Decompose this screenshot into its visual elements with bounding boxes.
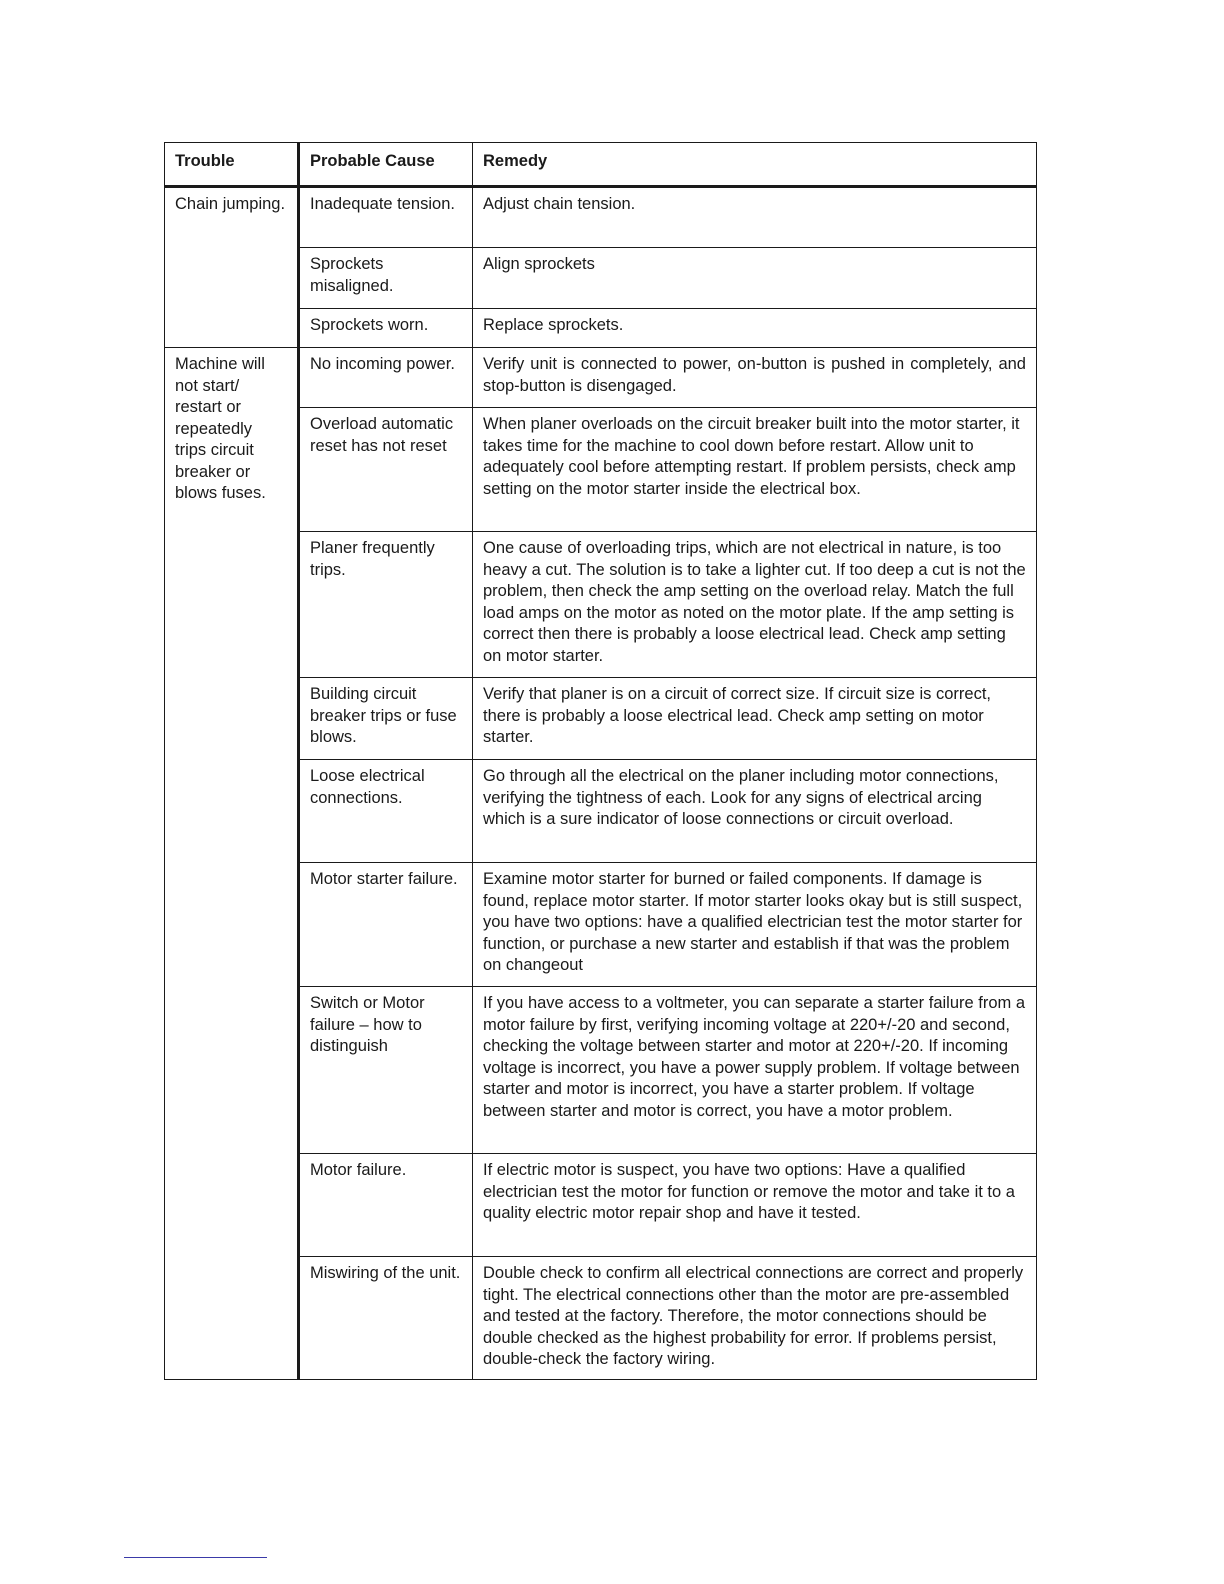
cause-cell: Overload automatic reset has not reset [299,408,473,532]
remedy-cell: Align sprockets [473,248,1037,309]
cause-cell: Miswiring of the unit. [299,1257,473,1380]
cause-cell: Inadequate tension. [299,187,473,248]
remedy-cell: If you have access to a voltmeter, you can separate a starter failure from a motor failure by first, verifying incoming voltage at 220+/-20 and second, checking the voltage between starter and motor at 220+/-20. If incoming voltage is incorrect, you have a power supply problem. If voltage between starter and motor is incorrect, you have a starter problem. If voltage between starter and motor is correct, you have a motor problem. [473,987,1037,1154]
header-probable-cause: Probable Cause [299,143,473,187]
table-row [165,187,1037,248]
cause-cell: Building circuit breaker trips or fuse blows. [299,678,473,760]
cause-cell: Motor failure. [299,1154,473,1257]
trouble-cell: Machine will not start/ restart or repeatedly trips circuit breaker or blows fuses. [165,348,299,1380]
footnote-separator [124,1557,267,1558]
troubleshooting-table [164,142,1037,1380]
remedy-cell: One cause of overloading trips, which are not electrical in nature, is too heavy a cut. The solution is to take a lighter cut. If too deep a cut is not the problem, then check the amp setting on the overload relay. Match the full load amps on the motor as noted on the motor plate. If the amp setting is correct then there is probably a loose electrical lead. Check amp setting on motor starter. [473,532,1037,678]
header-remedy: Remedy [473,143,1037,187]
cause-cell: Switch or Motor failure – how to distinguish [299,987,473,1154]
table-row [165,348,1037,408]
table-header-row [165,143,1037,187]
trouble-cell: Chain jumping. [165,187,299,348]
remedy-cell: Go through all the electrical on the planer including motor connections, verifying the tightness of each. Look for any signs of electrical arcing which is a sure indicator of loose connections or circuit overload. [473,760,1037,863]
header-trouble: Trouble [165,143,299,187]
remedy-cell: Double check to confirm all electrical connections are correct and properly tight. The electrical connections other than the motor are pre-assembled and tested at the factory. Therefore, the motor connections should be double checked as the highest probability for error. If problems persist, double-check the factory wiring. [473,1257,1037,1380]
remedy-cell: Replace sprockets. [473,309,1037,348]
remedy-cell: When planer overloads on the circuit breaker built into the motor starter, it takes time for the machine to cool down before restart. Allow unit to adequately cool before attempting restart. If problem persists, check amp setting on the motor starter inside the electrical box. [473,408,1037,532]
cause-cell: Planer frequently trips. [299,532,473,678]
remedy-cell: If electric motor is suspect, you have two options: Have a qualified electrician test the motor for function or remove the motor and take it to a quality electric motor repair shop and have it tested. [473,1154,1037,1257]
cause-cell: Sprockets worn. [299,309,473,348]
remedy-cell: Verify unit is connected to power, on-button is pushed in completely, and stop-button is disengaged. [473,348,1037,408]
remedy-cell: Adjust chain tension. [473,187,1037,248]
remedy-cell: Verify that planer is on a circuit of correct size. If circuit size is correct, there is probably a loose electrical lead. Check amp setting on motor starter. [473,678,1037,760]
remedy-cell: Examine motor starter for burned or failed components. If damage is found, replace motor starter. If motor starter looks okay but is still suspect, you have two options: have a qualified electrician test the motor starter for function, or purchase a new starter and establish if that was the problem on changeout [473,863,1037,987]
cause-cell: Loose electrical connections. [299,760,473,863]
cause-cell: Motor starter failure. [299,863,473,987]
cause-cell: Sprockets misaligned. [299,248,473,309]
cause-cell: No incoming power. [299,348,473,408]
